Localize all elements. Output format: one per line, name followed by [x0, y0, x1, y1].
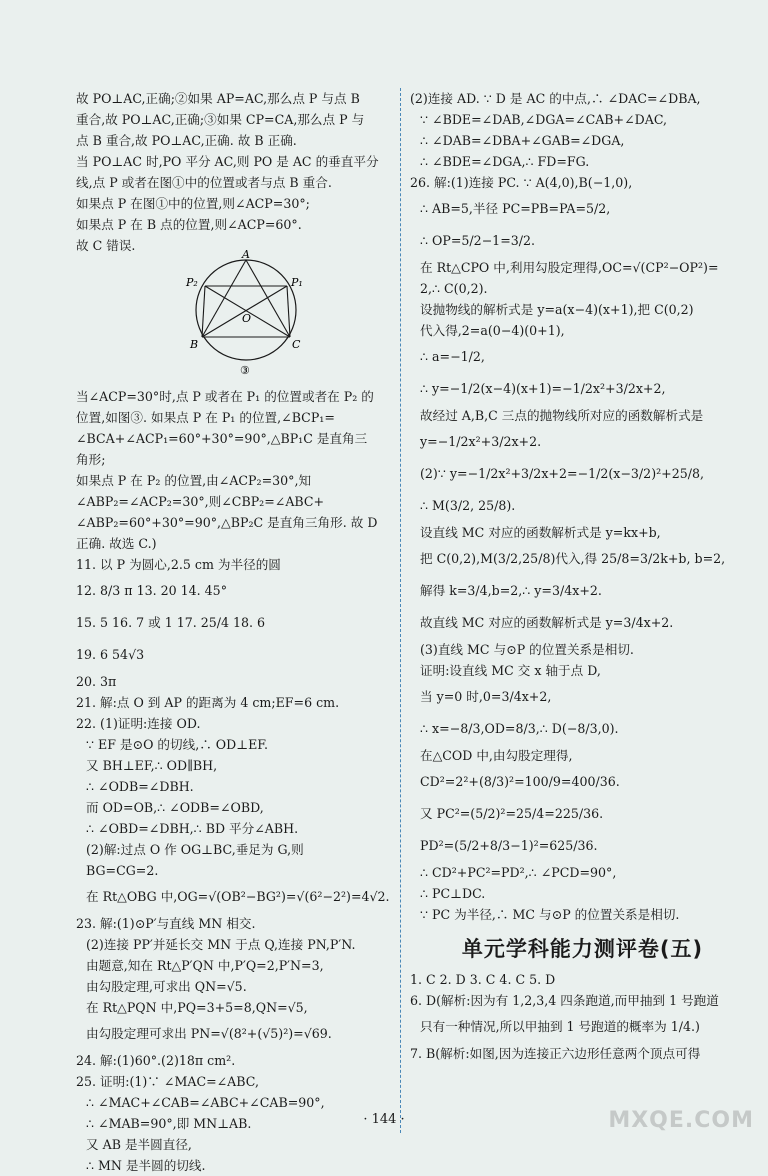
right-column-line: CD²=2²+(8/3)²=100/9=400/36. [420, 774, 620, 789]
left-column-2-line: 角形; [76, 452, 106, 467]
left-column-2-line: (2)解:过点 O 作 OG⊥BC,垂足为 G,则 [86, 842, 304, 857]
right-column-line: ∵ ∠BDE=∠DAB,∠DGA=∠CAB+∠DAC, [420, 112, 668, 127]
left-column-line: 如果点 P 在图①中的位置,则∠ACP=30°; [76, 196, 310, 211]
left-column-line: 当 PO⊥AC 时,PO 平分 AC,则 PO 是 AC 的垂直平分 [76, 154, 379, 169]
left-column-2-line: ∴ ∠MAB=90°,即 MN⊥AB. [86, 1116, 252, 1131]
inscribed-triangle-diagram [184, 248, 314, 378]
right-column-line: 把 C(0,2),M(3/2,25/8)代入,得 25/8=3/2k+b, b=2, [420, 551, 726, 566]
left-column-2-line: 正确. 故选 C.) [76, 536, 157, 551]
left-column-2-line: ∴ ∠MAC+∠CAB=∠ABC+∠CAB=90°, [86, 1095, 325, 1110]
right-column-line: 又 PC²=(5/2)²=25/4=225/36. [420, 806, 604, 821]
left-column-2-line: ∵ EF 是⊙O 的切线,∴ OD⊥EF. [86, 737, 269, 752]
right-column-line: 设抛物线的解析式是 y=a(x−4)(x+1),把 C(0,2) [420, 302, 694, 317]
left-column-2-line: 22. (1)证明:连接 OD. [76, 716, 201, 731]
right-column-line: ∴ a=−1/2, [420, 349, 485, 364]
right-column-2-line: 只有一种情况,所以甲抽到 1 号跑道的概率为 1/4.) [420, 1019, 700, 1034]
right-column-line: ∵ PC 为半径,∴ MC 与⊙P 的位置关系是相切. [420, 907, 680, 922]
right-column-line: ∴ AB=5,半径 PC=PB=PA=5/2, [420, 201, 611, 216]
left-column-2-line: 由勾股定理可求出 PN=√(8²+(√5)²)=√69. [86, 1026, 332, 1041]
left-column-2-line: ∴ MN 是半圆的切线. [86, 1158, 206, 1173]
left-column-2-line: 而 OD=OB,∴ ∠ODB=∠OBD, [86, 800, 264, 815]
left-column-2-line: 19. 6 54√3 [76, 647, 145, 662]
right-column-line: (2)连接 AD. ∵ D 是 AC 的中点,∴ ∠DAC=∠DBA, [410, 91, 701, 106]
right-column-line: 当 y=0 时,0=3/4x+2, [420, 689, 552, 704]
page-number: · 144 · [363, 1112, 405, 1127]
section-title: 单元学科能力测评卷(五) [461, 937, 704, 961]
right-column-line: PD²=(5/2+8/3−1)²=625/36. [420, 838, 598, 853]
left-column-line: 点 B 重合,故 PO⊥AC,正确. 故 B 正确. [76, 133, 297, 148]
left-column-2-line: ∠ABP₂=∠ACP₂=30°,则∠CBP₂=∠ABC+ [76, 494, 325, 509]
left-column-line: 如果点 P 在 B 点的位置,则∠ACP=60°. [76, 217, 302, 232]
left-column-2-line: ∴ ∠OBD=∠DBH,∴ BD 平分∠ABH. [86, 821, 299, 836]
right-column-line: 2,∴ C(0,2). [420, 281, 488, 296]
right-column-2-line: 6. D(解析:因为有 1,2,3,4 四条跑道,而甲抽到 1 号跑道 [410, 993, 719, 1008]
left-column-2-line: 在 Rt△PQN 中,PQ=3+5=8,QN=√5, [86, 1000, 308, 1015]
left-column-line: 故 C 错误. [76, 238, 136, 253]
left-column-2-line: 又 BH⊥EF,∴ OD∥BH, [86, 758, 218, 773]
left-column-2-line: 11. 以 P 为圆心,2.5 cm 为半径的圆 [76, 557, 281, 572]
left-column-2-line: 如果点 P 在 P₂ 的位置,由∠ACP₂=30°,知 [76, 473, 312, 488]
label-a: A [242, 248, 250, 261]
left-column-line: 线,点 P 或者在图①中的位置或者与点 B 重合. [76, 175, 332, 190]
left-column-2-line: (2)连接 PP′并延长交 MN 于点 Q,连接 PN,P′N. [86, 937, 356, 952]
label-b: B [190, 338, 199, 351]
right-column-2-line: 7. B(解析:如图,因为连接正六边形任意两个顶点可得 [410, 1046, 701, 1061]
left-column-2-line: ∠ABP₂=60°+30°=90°,△BP₂C 是直角三角形. 故 D [76, 515, 378, 530]
label-p2: P₂ [186, 276, 198, 289]
left-column [76, 88, 394, 1176]
left-column-2-line: 当∠ACP=30°时,点 P 或者在 P₁ 的位置或者在 P₂ 的 [76, 389, 374, 404]
right-column [410, 88, 755, 1064]
left-column-2-line: 由题意,知在 Rt△P′QN 中,P′Q=2,P′N=3, [86, 958, 324, 973]
left-column-2-line: 23. 解:(1)⊙P′与直线 MN 相交. [76, 916, 256, 931]
right-column-line: 故经过 A,B,C 三点的抛物线所对应的函数解析式是 [420, 408, 704, 423]
label-c: C [292, 338, 301, 351]
left-column-2-line: 15. 5 16. 7 或 1 17. 25/4 18. 6 [76, 615, 266, 630]
right-column-line: 证明:设直线 MC 交 x 轴于点 D, [420, 663, 601, 678]
circle-figure [184, 248, 394, 384]
left-column-line: 重合,故 PO⊥AC,正确;③如果 CP=CA,那么点 P 与 [76, 112, 365, 127]
left-column-2-line: ∠BCA+∠ACP₁=60°+30°=90°,△BP₁C 是直角三 [76, 431, 368, 446]
right-column-2-line: 1. C 2. D 3. C 4. C 5. D [410, 972, 556, 987]
label-o: O [242, 312, 252, 325]
right-column-line: 在△COD 中,由勾股定理得, [420, 748, 573, 763]
right-column-line: ∴ PC⊥DC. [420, 886, 486, 901]
right-column-line: 解得 k=3/4,b=2,∴ y=3/4x+2. [420, 583, 602, 598]
left-column-2-line: 在 Rt△OBG 中,OG=√(OB²−BG²)=√(6²−2²)=4√2. [86, 889, 390, 904]
right-column-line: ∴ ∠BDE=∠DGA,∴ FD=FG. [420, 154, 590, 169]
left-column-2-line: 位置,如图③. 如果点 P 在 P₁ 的位置,∠BCP₁= [76, 410, 335, 425]
left-column-2-line: 20. 3π [76, 674, 117, 689]
left-column-2-line: 12. 8/3 π 13. 20 14. 45° [76, 583, 227, 598]
column-divider [400, 88, 401, 1133]
left-column-2-line: 21. 解:点 O 到 AP 的距离为 4 cm;EF=6 cm. [76, 695, 340, 710]
right-column-line: ∴ ∠DAB=∠DBA+∠GAB=∠DGA, [420, 133, 625, 148]
left-column-line: 故 PO⊥AC,正确;②如果 AP=AC,那么点 P 与点 B [76, 91, 360, 106]
label-p1: P₁ [291, 276, 303, 289]
right-column-line: ∴ y=−1/2(x−4)(x+1)=−1/2x²+3/2x+2, [420, 381, 666, 396]
right-column-line: ∴ OP=5/2−1=3/2. [420, 233, 536, 248]
left-column-2-line: BG=CG=2. [86, 863, 159, 878]
figure-caption: ③ [240, 364, 250, 377]
right-column-line: ∴ x=−8/3,OD=8/3,∴ D(−8/3,0). [420, 721, 619, 736]
right-column-line: 代入得,2=a(0−4)(0+1), [420, 323, 565, 338]
right-column-line: 故直线 MC 对应的函数解析式是 y=3/4x+2. [420, 615, 674, 630]
right-column-line: ∴ M(3/2, 25/8). [420, 498, 516, 513]
right-column-line: (2)∵ y=−1/2x²+3/2x+2=−1/2(x−3/2)²+25/8, [420, 466, 704, 481]
left-column-2-line: ∴ ∠ODB=∠DBH. [86, 779, 194, 794]
right-column-line: (3)直线 MC 与⊙P 的位置关系是相切. [420, 642, 634, 657]
left-column-2-line: 24. 解:(1)60°.(2)18π cm². [76, 1053, 236, 1068]
right-column-line: y=−1/2x²+3/2x+2. [420, 434, 542, 449]
right-column-line: 在 Rt△CPO 中,利用勾股定理得,OC=√(CP²−OP²)= [420, 260, 719, 275]
right-column-line: 26. 解:(1)连接 PC. ∵ A(4,0),B(−1,0), [410, 175, 633, 190]
site-watermark: MXQE.COM [608, 1108, 754, 1133]
left-column-2-line: 又 AB 是半圆直径, [86, 1137, 192, 1152]
left-column-2-line: 25. 证明:(1)∵ ∠MAC=∠ABC, [76, 1074, 259, 1089]
left-column-2-line: 由勾股定理,可求出 QN=√5. [86, 979, 247, 994]
right-column-line: ∴ CD²+PC²=PD²,∴ ∠PCD=90°, [420, 865, 617, 880]
right-column-line: 设直线 MC 对应的函数解析式是 y=kx+b, [420, 525, 661, 540]
